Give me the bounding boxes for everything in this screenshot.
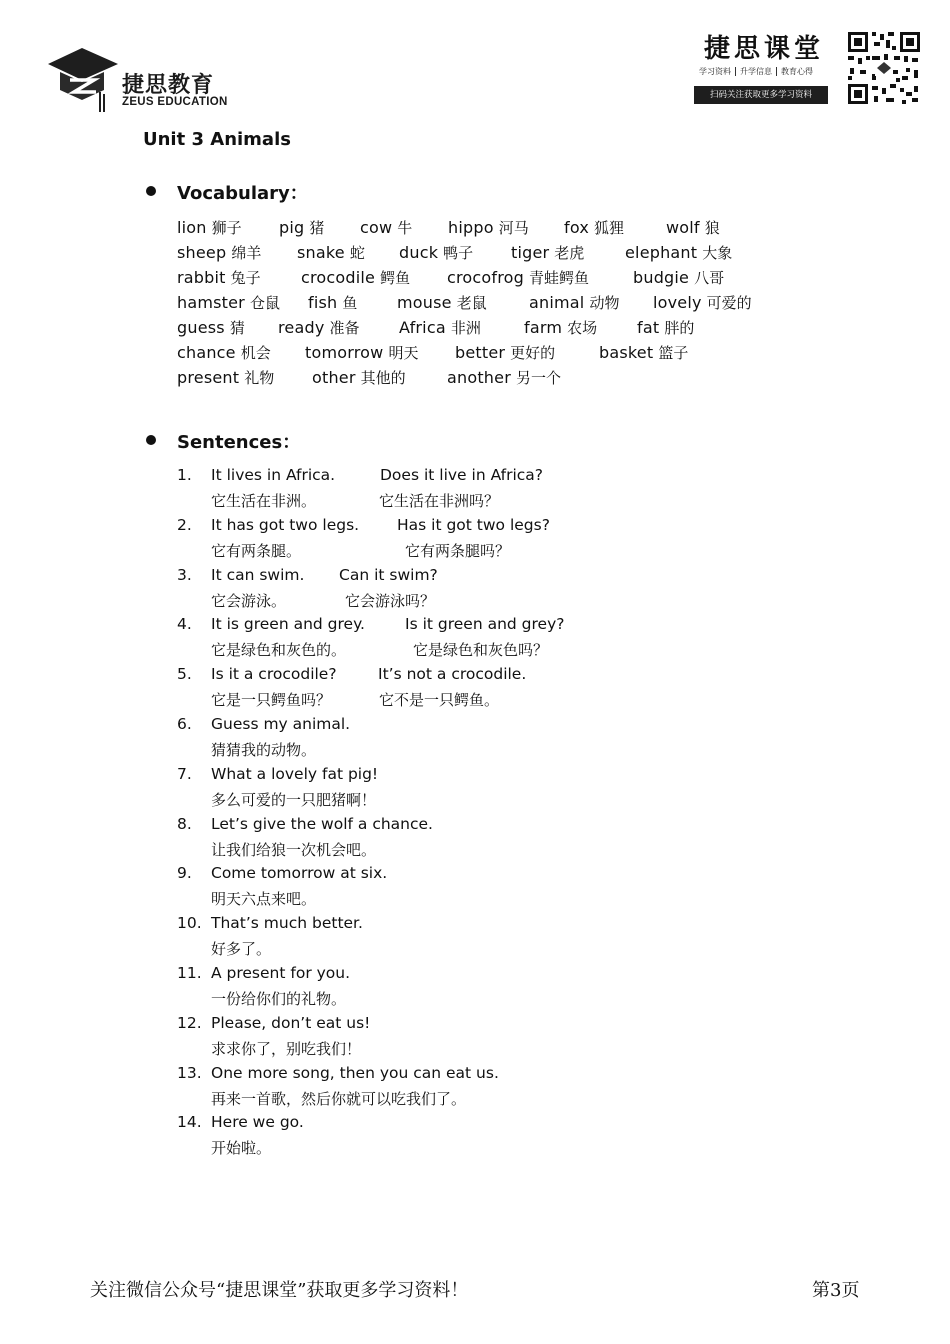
vocabulary-item (599, 342, 688, 363)
sentence-chinese: 开始啦。 (211, 1139, 272, 1157)
vocabulary-translation: 准备 (329, 319, 360, 337)
vocabulary-item (564, 217, 624, 238)
vocabulary-word: ready (278, 318, 325, 337)
vocabulary-word: guess (177, 318, 225, 337)
vocabulary-word: other (312, 368, 356, 387)
zeus-education-logo (44, 42, 244, 114)
sentence-question-english: Is it green and grey? (405, 615, 565, 633)
sentence-english: It lives in Africa. (211, 466, 336, 484)
sentence-english: It can swim. (211, 566, 305, 584)
vocabulary-bullet (146, 186, 156, 196)
sentence-chinese: 它是绿色和灰色的。 (211, 641, 347, 659)
vocabulary-word: rabbit (177, 268, 226, 287)
footer-note: 关注微信公众号“捷思课堂”获取更多学习资料！ (90, 1280, 469, 1301)
vocabulary-translation: 河马 (498, 219, 529, 237)
vocabulary-item (633, 267, 724, 288)
sentence-chinese: 让我们给狼一次机会吧。 (211, 841, 377, 859)
vocabulary-item (399, 242, 473, 263)
vocabulary-translation: 另一个 (515, 369, 561, 387)
vocabulary-item (305, 342, 418, 363)
vocabulary-item (625, 242, 732, 263)
vocabulary-item (666, 217, 720, 238)
sentence-number: 2. (177, 516, 192, 534)
sentences-heading: Sentences： (177, 432, 301, 453)
qr-code-icon[interactable] (846, 30, 922, 106)
vocabulary-translation: 八哥 (694, 269, 725, 287)
sentence-chinese: 它会游泳。 (211, 592, 287, 610)
vocabulary-translation: 老鼠 (456, 294, 487, 312)
sentence-english: Please, don’t eat us! (211, 1014, 371, 1032)
vocabulary-word: fox (564, 218, 589, 237)
vocabulary-item (177, 242, 261, 263)
sentence-english: A present for you. (211, 964, 351, 982)
sentence-english: It is green and grey. (211, 615, 365, 633)
sentence-chinese: 多么可爱的一只肥猪啊！ (211, 791, 377, 809)
sentence-english: Here we go. (211, 1113, 304, 1131)
sentence-chinese: 好多了。 (211, 940, 272, 958)
vocabulary-item (447, 267, 589, 288)
vocabulary-item (177, 267, 261, 288)
vocabulary-translation: 机会 (240, 344, 271, 362)
vocabulary-translation: 仓鼠 (249, 294, 280, 312)
vocabulary-item (279, 217, 324, 238)
vocabulary-word: lovely (653, 293, 702, 312)
jiesi-classroom-logo (694, 28, 830, 108)
vocabulary-translation: 绵羊 (231, 244, 262, 262)
vocabulary-word: mouse (397, 293, 452, 312)
vocabulary-translation: 狮子 (211, 219, 242, 237)
sentence-question-english: Does it live in Africa? (380, 466, 544, 484)
sentence-question-chinese: 它有两条腿吗？ (405, 542, 511, 560)
vocabulary-translation: 非洲 (450, 319, 481, 337)
sentence-english: Is it a crocodile? (211, 665, 337, 683)
vocabulary-word: snake (297, 243, 345, 262)
sentence-chinese: 再来一首歌，然后你就可以吃我们了。 (211, 1090, 467, 1108)
vocabulary-item (511, 242, 584, 263)
sentence-question-chinese: 它会游泳吗？ (345, 592, 436, 610)
vocabulary-item (653, 292, 752, 313)
vocabulary-item (637, 317, 694, 338)
vocabulary-item (297, 242, 365, 263)
vocabulary-word: tiger (511, 243, 550, 262)
sentence-number: 4. (177, 615, 192, 633)
vocabulary-word: duck (399, 243, 439, 262)
sentence-question-chinese: 它是绿色和灰色吗？ (413, 641, 549, 659)
vocabulary-translation: 胖的 (664, 319, 695, 337)
sentence-question-chinese: 它生活在非洲吗？ (379, 492, 500, 510)
sentence-number: 7. (177, 765, 192, 783)
vocabulary-word: animal (529, 293, 585, 312)
classroom-subtitles (696, 66, 816, 77)
sentence-english: Let’s give the wolf a chance. (211, 815, 433, 833)
subtitle-education-notes: 教育心得 (781, 67, 813, 76)
sentence-number: 1. (177, 466, 192, 484)
vocabulary-word: better (455, 343, 506, 362)
vocabulary-item (360, 217, 412, 238)
vocabulary-item (399, 317, 481, 338)
vocabulary-translation: 篮子 (658, 344, 689, 362)
vocabulary-word: wolf (666, 218, 700, 237)
brand-name-en: ZEUS EDUCATION (122, 96, 228, 108)
sentence-chinese: 明天六点来吧。 (211, 890, 317, 908)
vocabulary-translation: 更好的 (510, 344, 556, 362)
sentence-number: 10. (177, 914, 202, 932)
vocabulary-translation: 其他的 (360, 369, 406, 387)
subtitle-admission-info: 升学信息 (740, 67, 772, 76)
unit-title: Unit 3 Animals (143, 129, 291, 150)
vocabulary-translation: 老虎 (554, 244, 585, 262)
vocabulary-translation: 可爱的 (706, 294, 752, 312)
vocabulary-translation: 狼 (704, 219, 720, 237)
vocabulary-word: fat (637, 318, 660, 337)
sentence-number: 3. (177, 566, 192, 584)
vocabulary-item (177, 367, 274, 388)
vocabulary-word: hamster (177, 293, 245, 312)
sentence-chinese: 它是一只鳄鱼吗？ (211, 691, 332, 709)
sentence-question-english: Can it swim? (339, 566, 438, 584)
sentence-number: 14. (177, 1113, 202, 1131)
sentence-chinese: 它有两条腿。 (211, 542, 302, 560)
vocabulary-item (177, 342, 271, 363)
sentence-english: Guess my animal. (211, 715, 351, 733)
scan-banner: 扫码关注获取更多学习资料 (694, 86, 828, 104)
sentence-number: 12. (177, 1014, 202, 1032)
vocabulary-word: farm (524, 318, 563, 337)
vocabulary-translation: 大象 (702, 244, 733, 262)
vocabulary-word: crocofrog (447, 268, 525, 287)
vocabulary-translation: 兔子 (230, 269, 261, 287)
vocabulary-word: lion (177, 218, 207, 237)
vocabulary-item (177, 292, 280, 313)
vocabulary-translation: 动物 (589, 294, 620, 312)
vocabulary-word: elephant (625, 243, 698, 262)
vocabulary-translation: 鱼 (342, 294, 358, 312)
sentence-number: 11. (177, 964, 202, 982)
vocabulary-item (529, 292, 619, 313)
vocabulary-item (177, 317, 245, 338)
vocabulary-translation: 猜 (229, 319, 245, 337)
vocabulary-translation: 礼物 (244, 369, 275, 387)
graduation-cap-icon (44, 42, 122, 114)
sentence-english: It has got two legs. (211, 516, 360, 534)
sentence-english: That’s much better. (211, 914, 363, 932)
vocabulary-word: budgie (633, 268, 690, 287)
vocabulary-word: pig (279, 218, 305, 237)
vocabulary-heading: Vocabulary： (177, 183, 308, 204)
vocabulary-translation: 青蛙鳄鱼 (529, 269, 590, 287)
vocabulary-translation: 猪 (309, 219, 325, 237)
vocabulary-translation: 鳄鱼 (380, 269, 411, 287)
sentence-chinese: 求求你了，别吃我们！ (211, 1040, 362, 1058)
vocabulary-translation: 农场 (567, 319, 598, 337)
subtitle-study-materials: 学习资料 (699, 67, 731, 76)
vocabulary-item (397, 292, 487, 313)
vocabulary-item (308, 292, 357, 313)
sentence-number: 5. (177, 665, 192, 683)
sentence-number: 9. (177, 864, 192, 882)
vocabulary-item (312, 367, 406, 388)
vocabulary-word: tomorrow (305, 343, 384, 362)
vocabulary-word: Africa (399, 318, 446, 337)
vocabulary-item (278, 317, 360, 338)
vocabulary-item (448, 217, 529, 238)
vocabulary-item (524, 317, 597, 338)
sentence-chinese: 一份给你们的礼物。 (211, 990, 347, 1008)
vocabulary-word: chance (177, 343, 236, 362)
sentence-chinese: 它生活在非洲。 (211, 492, 317, 510)
sentence-english: Come tomorrow at six. (211, 864, 388, 882)
vocabulary-word: fish (308, 293, 338, 312)
vocabulary-translation: 牛 (397, 219, 413, 237)
vocabulary-word: crocodile (301, 268, 376, 287)
vocabulary-item (447, 367, 561, 388)
brand-name-cn: 捷思教育 (122, 73, 215, 98)
vocabulary-word: basket (599, 343, 654, 362)
vocabulary-translation: 狐狸 (594, 219, 625, 237)
vocabulary-word: another (447, 368, 511, 387)
vocabulary-translation: 蛇 (349, 244, 365, 262)
sentence-number: 13. (177, 1064, 202, 1082)
classroom-title: 捷思课堂 (704, 34, 825, 64)
sentence-question-chinese: 它不是一只鳄鱼。 (379, 691, 500, 709)
vocabulary-word: sheep (177, 243, 227, 262)
sentence-question-english: Has it got two legs? (397, 516, 550, 534)
vocabulary-word: present (177, 368, 240, 387)
vocabulary-item (301, 267, 410, 288)
vocabulary-item (177, 217, 242, 238)
vocabulary-translation: 明天 (388, 344, 419, 362)
sentence-english: What a lovely fat pig! (211, 765, 379, 783)
sentence-chinese: 猜猜我的动物。 (211, 741, 317, 759)
vocabulary-word: cow (360, 218, 393, 237)
sentence-english: One more song, then you can eat us. (211, 1064, 499, 1082)
page-number: 第3页 (812, 1280, 860, 1301)
sentence-number: 8. (177, 815, 192, 833)
vocabulary-translation: 鸭子 (443, 244, 474, 262)
sentence-question-english: It’s not a crocodile. (378, 665, 527, 683)
sentences-bullet (146, 435, 156, 445)
vocabulary-item (455, 342, 555, 363)
vocabulary-word: hippo (448, 218, 494, 237)
sentence-number: 6. (177, 715, 192, 733)
